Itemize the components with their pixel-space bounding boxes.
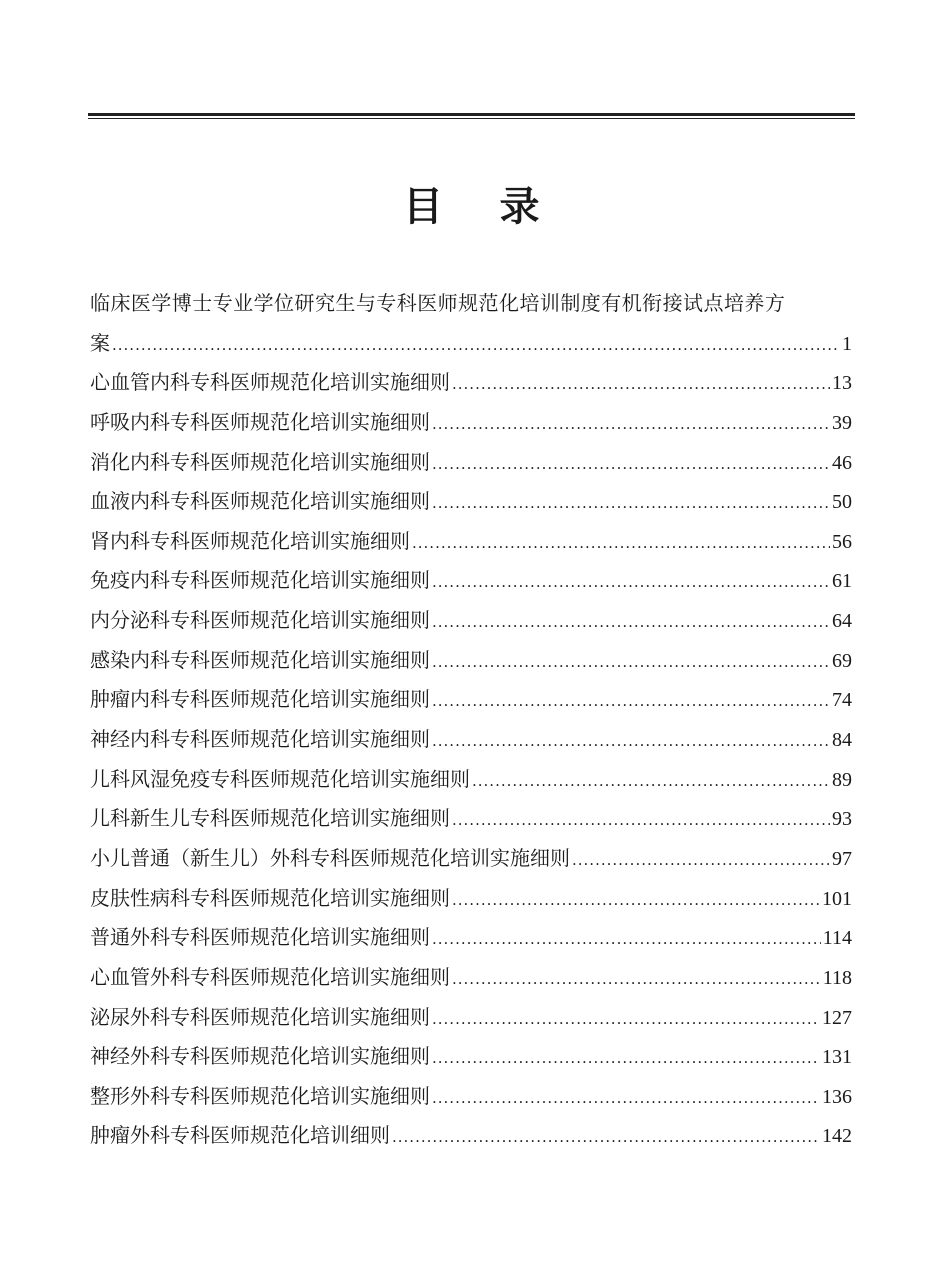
toc-entry[interactable] bbox=[90, 918, 852, 958]
toc-entry-title: 神经内科专科医师规范化培训实施细则 bbox=[90, 727, 430, 752]
toc-entry-title: 呼吸内科专科医师规范化培训实施细则 bbox=[90, 409, 430, 434]
toc-page-number: 131 bbox=[822, 1046, 852, 1069]
toc-entry[interactable] bbox=[90, 601, 852, 641]
toc-entry-title: 肾内科专科医师规范化培训实施细则 bbox=[90, 528, 410, 553]
toc-leader-dots bbox=[432, 1039, 820, 1079]
toc-entry-line bbox=[90, 403, 852, 443]
header-rule-thin bbox=[88, 118, 855, 119]
toc-leader-dots bbox=[432, 920, 821, 960]
toc-entry[interactable] bbox=[90, 1077, 852, 1117]
toc-entry-line bbox=[90, 998, 852, 1038]
page-title bbox=[0, 175, 943, 232]
toc-entry[interactable] bbox=[90, 998, 852, 1038]
toc-entry-title: 内分泌科专科医师规范化培训实施细则 bbox=[90, 608, 430, 633]
toc-page-number: 13 bbox=[832, 372, 852, 395]
toc-entry-title: 泌尿外科专科医师规范化培训实施细则 bbox=[90, 1004, 430, 1029]
toc-entry-line bbox=[90, 561, 852, 601]
header-rule-thick bbox=[88, 113, 855, 116]
toc-page-number: 46 bbox=[832, 451, 852, 474]
toc-entry-title: 心血管外科专科医师规范化培训实施细则 bbox=[90, 964, 450, 989]
toc-page-number: 93 bbox=[832, 808, 852, 831]
toc-entry[interactable] bbox=[90, 1037, 852, 1077]
toc-entry-line bbox=[90, 601, 852, 641]
toc-leader-dots bbox=[452, 960, 821, 1000]
toc-entry-title: 普通外科专科医师规范化培训实施细则 bbox=[90, 925, 430, 950]
toc-entry-line bbox=[90, 958, 852, 998]
toc-page-number: 1 bbox=[842, 332, 852, 355]
toc-entry-line bbox=[90, 363, 852, 403]
toc-leader-dots bbox=[432, 1000, 820, 1040]
toc-page-number: 64 bbox=[832, 610, 852, 633]
toc-entry-title: 小儿普通（新生儿）外科专科医师规范化培训实施细则 bbox=[90, 845, 570, 870]
toc-page-number: 50 bbox=[832, 491, 852, 514]
toc-entry-title: 心血管内科专科医师规范化培训实施细则 bbox=[90, 370, 450, 395]
toc-page-number: 136 bbox=[822, 1085, 852, 1108]
toc-leader-dots bbox=[112, 326, 840, 366]
toc-entry-title: 神经外科专科医师规范化培训实施细则 bbox=[90, 1044, 430, 1069]
toc-entry-line bbox=[90, 760, 852, 800]
toc-page-number: 118 bbox=[822, 966, 852, 989]
toc-leader-dots bbox=[432, 643, 830, 683]
toc-entry[interactable] bbox=[90, 482, 852, 522]
toc-page-number: 101 bbox=[822, 887, 852, 910]
toc-page-number: 84 bbox=[832, 729, 852, 752]
toc-leader-dots bbox=[452, 801, 830, 841]
toc-entry[interactable] bbox=[90, 561, 852, 601]
toc-page-number: 142 bbox=[822, 1125, 852, 1148]
toc-page-number: 97 bbox=[832, 847, 852, 870]
toc-entry-line bbox=[90, 443, 852, 483]
toc-entry-title: 儿科风湿免疫专科医师规范化培训实施细则 bbox=[90, 766, 470, 791]
toc-entry-title-line1: 临床医学博士专业学位研究生与专科医师规范化培训制度有机衔接试点培养方 bbox=[90, 291, 786, 315]
toc-entry-title: 肿瘤内科专科医师规范化培训实施细则 bbox=[90, 687, 430, 712]
toc-entry[interactable] bbox=[90, 363, 852, 403]
toc-entry[interactable] bbox=[90, 720, 852, 760]
toc-entry[interactable] bbox=[90, 522, 852, 562]
toc-entry[interactable] bbox=[90, 799, 852, 839]
toc-leader-dots bbox=[572, 841, 830, 881]
toc-leader-dots bbox=[472, 762, 830, 802]
toc-page-number: 61 bbox=[832, 570, 852, 593]
page-title-char-1: 目 bbox=[403, 183, 444, 230]
toc-page-number: 127 bbox=[822, 1006, 852, 1029]
toc-leader-dots bbox=[432, 603, 830, 643]
toc-entry-line bbox=[90, 522, 852, 562]
toc-entry[interactable] bbox=[90, 680, 852, 720]
page-title-char-2: 录 bbox=[499, 183, 540, 230]
toc-leader-dots bbox=[432, 405, 830, 445]
toc-entry-line bbox=[90, 1037, 852, 1077]
toc-leader-dots bbox=[392, 1118, 820, 1158]
toc-leader-dots bbox=[432, 484, 830, 524]
toc-entry-title: 消化内科专科医师规范化培训实施细则 bbox=[90, 449, 430, 474]
toc-leader-dots bbox=[432, 682, 830, 722]
toc-entry-title-line2: 案 bbox=[90, 330, 110, 355]
toc-entry[interactable] bbox=[90, 641, 852, 681]
toc-entry-line bbox=[90, 482, 852, 522]
toc-entry[interactable] bbox=[90, 443, 852, 483]
toc-entry-line bbox=[90, 641, 852, 681]
toc-entry-line bbox=[90, 879, 852, 919]
toc-entry-title: 感染内科专科医师规范化培训实施细则 bbox=[90, 647, 430, 672]
toc-entry[interactable] bbox=[90, 879, 852, 919]
toc-entry[interactable] bbox=[90, 760, 852, 800]
toc-entry-title: 肿瘤外科专科医师规范化培训细则 bbox=[90, 1123, 390, 1148]
toc-entry-first[interactable] bbox=[90, 284, 852, 363]
toc-leader-dots bbox=[452, 365, 830, 405]
toc-page-number: 114 bbox=[822, 927, 852, 950]
toc-entry-line bbox=[90, 918, 852, 958]
toc-entry-line bbox=[90, 324, 852, 364]
toc-entry-title: 免疫内科专科医师规范化培训实施细则 bbox=[90, 568, 430, 593]
toc-entry-title: 儿科新生儿专科医师规范化培训实施细则 bbox=[90, 806, 450, 831]
toc-leader-dots bbox=[432, 445, 830, 485]
toc-leader-dots bbox=[412, 524, 830, 564]
toc-entry-line bbox=[90, 1116, 852, 1156]
toc-entry-line bbox=[90, 720, 852, 760]
toc-page-number: 89 bbox=[832, 768, 852, 791]
toc-entry-line bbox=[90, 680, 852, 720]
toc-leader-dots bbox=[432, 1079, 820, 1119]
toc-entry-line bbox=[90, 839, 852, 879]
toc-entry-title: 整形外科专科医师规范化培训实施细则 bbox=[90, 1083, 430, 1108]
toc-page-number: 39 bbox=[832, 411, 852, 434]
toc-leader-dots bbox=[452, 881, 820, 921]
toc-entry-title: 血液内科专科医师规范化培训实施细则 bbox=[90, 489, 430, 514]
toc-entry-title: 皮肤性病科专科医师规范化培训实施细则 bbox=[90, 885, 450, 910]
toc-entry[interactable] bbox=[90, 839, 852, 879]
toc-page-number: 56 bbox=[832, 530, 852, 553]
toc-entry[interactable] bbox=[90, 1116, 852, 1156]
toc-page-number: 69 bbox=[832, 649, 852, 672]
toc-leader-dots bbox=[432, 563, 830, 603]
toc-page-number: 74 bbox=[832, 689, 852, 712]
table-of-contents bbox=[90, 284, 852, 1156]
toc-entry-line bbox=[90, 799, 852, 839]
toc-entry[interactable] bbox=[90, 403, 852, 443]
toc-leader-dots bbox=[432, 722, 830, 762]
toc-entry[interactable] bbox=[90, 958, 852, 998]
toc-entry-line bbox=[90, 1077, 852, 1117]
